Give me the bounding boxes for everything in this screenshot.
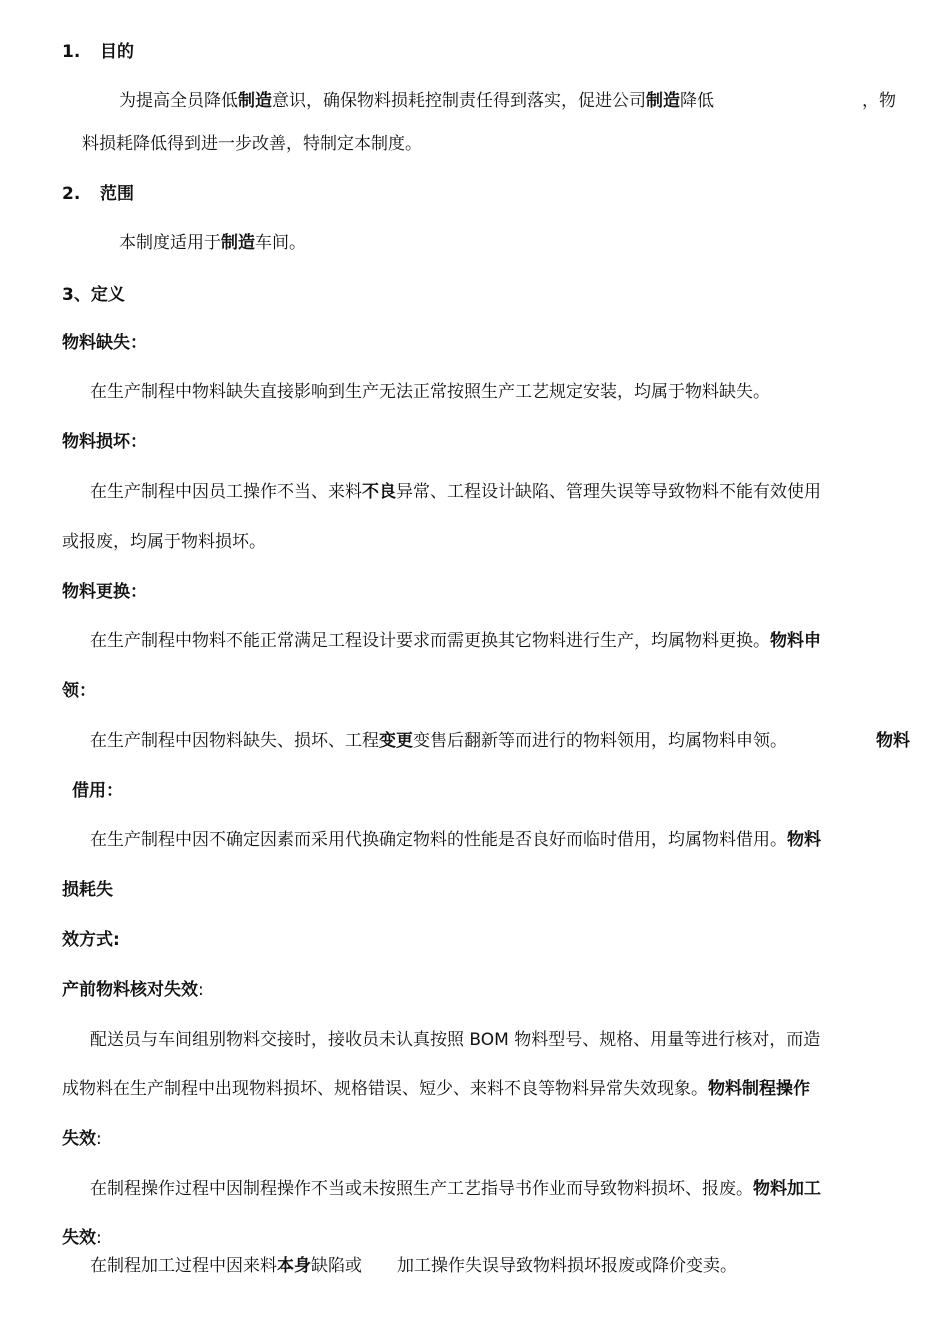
text-run: 本制度适用于	[119, 233, 221, 253]
purpose-line-1	[119, 90, 714, 112]
definition-processing-failure-tail: 加工操作失误导致物料损坏报废或降价变卖。	[397, 1256, 737, 1276]
term-material-damage: 物料损坏：	[62, 432, 147, 452]
heading-failure-modes-part: 效方式:	[62, 930, 120, 950]
heading-failure-modes-part: 物料	[787, 830, 821, 850]
text-run: 制造	[646, 91, 680, 111]
text-run: 在生产制程中物料不能正常满足工程设计要求而需更换其它物料进行生产，均属物料更换。	[90, 631, 770, 651]
term-processing-failure-part	[62, 1227, 102, 1249]
purpose-line-1-tail: ，物	[862, 91, 896, 111]
text-run: 在生产制程中因不确定因素而采用代换确定物料的性能是否良好而临时借用，均属物料借用。	[90, 830, 787, 850]
text-run: 成物料在生产制程中出现物料损坏、规格错误、短少、来料不良等物料异常失效现象。	[62, 1079, 708, 1099]
text-run: 制造	[238, 91, 272, 111]
text-run: :	[96, 1228, 102, 1248]
text-run: 异常、工程设计缺陷、管理失误等导致物料不能有效使用	[396, 482, 821, 502]
text-run: 变售后翻新等而进行的物料领用，均属物料申领。	[413, 731, 787, 751]
text-run: :	[96, 1129, 102, 1149]
definition-pre-production-line-2	[62, 1078, 810, 1100]
text-run: 本身	[277, 1256, 311, 1276]
section-number: 2.	[62, 184, 81, 204]
text-run: 在生产制程中因物料缺失、损坏、工程	[90, 731, 379, 751]
text-run: 车间。	[255, 233, 306, 253]
text-run: 缺陷或	[311, 1256, 362, 1276]
heading-failure-modes-part: 损耗失	[62, 880, 113, 900]
definition-material-borrow	[90, 829, 821, 851]
text-run: 产前物料核对失效	[62, 980, 198, 1000]
term-material-borrow-part: 借用：	[72, 781, 123, 801]
text-run: 失效	[62, 1228, 96, 1248]
term-material-borrow-part: 物料	[876, 731, 910, 751]
text-run: 在制程操作过程中因制程操作不当或未按照生产工艺指导书作业而导致物料损坏、报废。	[90, 1179, 753, 1199]
text-run: 降低	[680, 91, 714, 111]
section-title: 范围	[100, 184, 134, 204]
term-processing-failure-part: 物料加工	[753, 1179, 821, 1199]
definition-material-damage-line-2: 或报废，均属于物料损坏。	[62, 532, 266, 552]
purpose-line-2: 料损耗降低得到进一步改善，特制定本制度。	[82, 134, 422, 154]
term-process-operation-failure-part: 物料制程操作	[708, 1079, 810, 1099]
text-run: 不良	[362, 482, 396, 502]
text-run: 为提高全员降低	[119, 91, 238, 111]
term-pre-production-check-failure	[62, 979, 204, 1001]
definition-processing-failure	[90, 1255, 362, 1277]
term-material-apply-part: 物料申	[770, 631, 821, 651]
definition-pre-production-line-1: 配送员与车间组别物料交接时，接收员未认真按照 BOM 物料型号、规格、用量等进行核对，而造	[90, 1030, 821, 1050]
text-run: 在制程加工过程中因来料	[90, 1256, 277, 1276]
term-process-operation-failure-part	[62, 1128, 102, 1150]
definition-material-damage-line-1	[90, 481, 821, 503]
section-number: 1.	[62, 42, 81, 62]
text-run: 制造	[221, 233, 255, 253]
definition-material-replace	[90, 630, 821, 652]
text-run: :	[198, 980, 204, 1000]
text-run: 失效	[62, 1129, 96, 1149]
text-run: 意识，确保物料损耗控制责任得到落实，促进公司	[272, 91, 646, 111]
text-run: 在生产制程中因员工操作不当、来料	[90, 482, 362, 502]
term-material-replace: 物料更换：	[62, 582, 147, 602]
definition-material-apply	[90, 730, 787, 752]
text-run: 变更	[379, 731, 413, 751]
definition-material-missing: 在生产制程中物料缺失直接影响到生产无法正常按照生产工艺规定安装，均属于物料缺失。	[90, 382, 770, 402]
section-2-heading	[62, 183, 134, 205]
term-material-missing: 物料缺失：	[62, 333, 147, 353]
term-material-apply-part: 领：	[62, 681, 96, 701]
section-title: 目的	[100, 42, 134, 62]
scope-text	[119, 232, 306, 254]
section-1-heading	[62, 41, 134, 63]
definition-process-operation	[90, 1178, 821, 1200]
section-3-heading: 3、定义	[62, 285, 125, 305]
